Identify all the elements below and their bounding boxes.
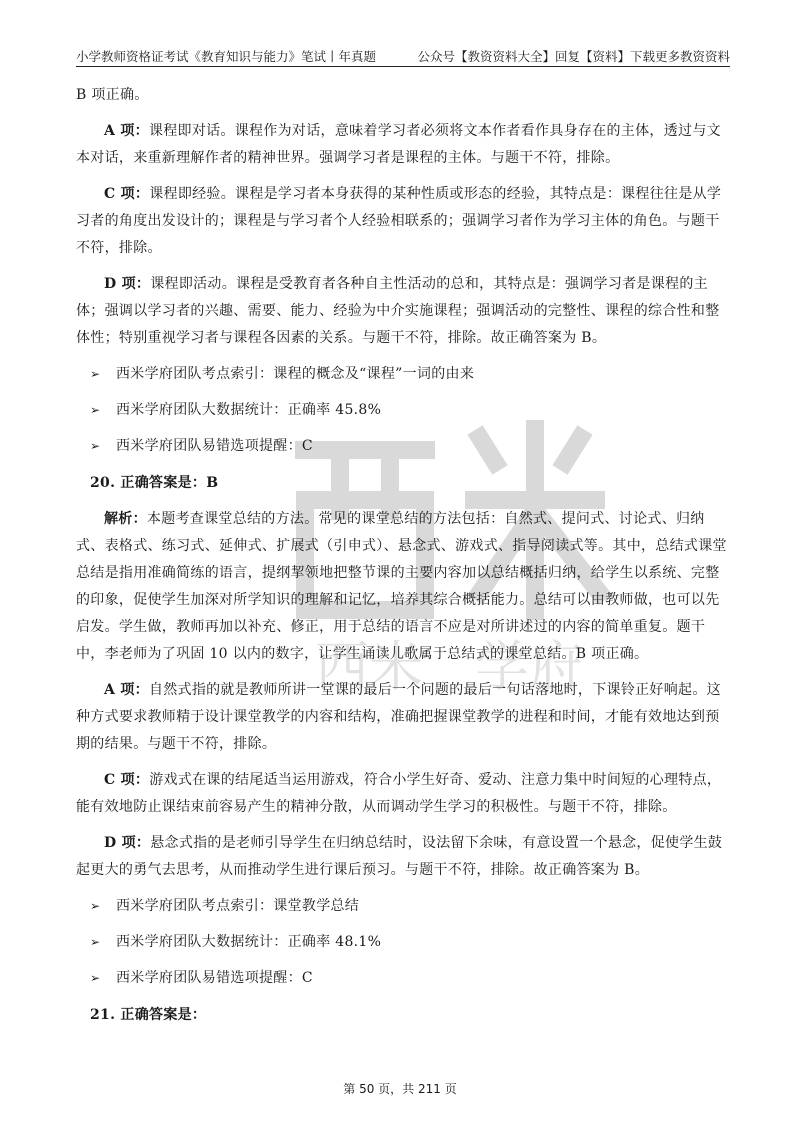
bullet-text: 西米学府团队易错选项提醒：C (116, 970, 313, 986)
header-title: 小学教师资格证考试《教育知识与能力》笔试丨年真题 (76, 49, 377, 64)
watermark-text-1: 西米 (315, 635, 423, 698)
q20-option-d (76, 830, 730, 884)
analysis-label: 解析： (104, 511, 147, 527)
arrowhead-bullet-icon: ➢ (90, 439, 101, 453)
bullet-text: 西米学府团队易错选项提醒：C (116, 438, 313, 454)
q19-option-a (76, 118, 730, 172)
analysis-text: 本题考查课堂总结的方法。常见的课堂总结的方法包括：自然式、提问式、讨论式、归纳式、表格式、练习式、延伸式、扩展式（引申式）、悬念式、游戏式、指导阅读式等。其中，总结式课堂总结是指用准确简练的语言，提纲挈领地把整节课的主要内容加以总结概括归纳，给学生以系统、完整的印象，促使学生加深对所学知识的理解和记忆，培养其综合概括能力。总结可以由教师做，也可以先启发。学生做，教师再加以补充、修正，用于总结的语言不应是对所讲述过的内容的简单重复。题干中，李老师为了巩固 10 以内的数字，让学生诵读儿歌属于总结式的课堂总结。B 项正确。 (76, 511, 727, 662)
q21-heading: 21. 正确答案是： (90, 1007, 207, 1023)
bullet-text: 西米学府团队考点索引：课堂教学总结 (116, 898, 360, 914)
arrowhead-bullet-icon: ➢ (90, 899, 101, 913)
q20-bullet-stats (90, 929, 730, 956)
arrowhead-bullet-icon: ➢ (90, 367, 101, 381)
q19-option-d (76, 271, 730, 352)
option-text: 自然式指的就是教师所讲一堂课的最后一个问题的最后一句话落地时，下课铃正好响起。这种方式要求教师精于设计课堂教学的内容和结构，准确把握课堂教学的进程和时间，才能有效地达到预期的结果。与题干不符，排除。 (76, 682, 721, 752)
q19-bullet-index (90, 361, 730, 388)
option-text: 课程即活动。课程是受教育者各种自主性活动的总和，其特点是：强调学习者是课程的主体；强调以学习者的兴趣、需要、能力、经验为中介实施课程；强调活动的完整性、课程的综合性和整体性；特别重视学习者与课程各因素的关系。与题干不符，排除。故正确答案为 B。 (76, 276, 720, 346)
watermark-text-2: 学府 (475, 635, 583, 698)
arrowhead-bullet-icon: ➢ (90, 971, 101, 985)
q20-option-a (76, 677, 730, 758)
q20-heading: 20. 正确答案是：B (90, 475, 219, 491)
q19-bullet-stats (90, 397, 730, 424)
page-header (76, 44, 730, 67)
header-promo: 公众号【教资资料大全】回复【资料】下载更多教资资料 (417, 49, 730, 64)
option-text: 课程即经验。课程是学习者本身获得的某种性质或形态的经验，其特点是：课程往往是从学习者的角度出发设计的；课程是与学习者个人经验相联系的；强调学习者作为学习主体的角色。与题干不符，排除。 (76, 186, 722, 256)
page-content (76, 82, 730, 1038)
option-label: A 项： (104, 682, 149, 698)
q20-bullet-tip (90, 965, 730, 992)
option-label: A 项： (104, 123, 149, 139)
page-number: 第 50 页，共 211 页 (343, 1082, 457, 1096)
arrowhead-bullet-icon: ➢ (90, 403, 101, 417)
option-text: 课程即对话。课程作为对话，意味着学习者必须将文本作者看作具身存在的主体，透过与文本对话，来重新理解作者的精神世界。强调学习者是课程的主体。与题干不符，排除。 (76, 123, 721, 166)
option-text: 悬念式指的是老师引导学生在归纳总结时，设法留下余味，有意设置一个悬念，促使学生鼓起更大的勇气去思考，从而推动学生进行课后预习。与题干不符，排除。故正确答案为 B。 (76, 835, 723, 878)
arrowhead-bullet-icon: ➢ (90, 935, 101, 949)
q20-option-c (76, 767, 730, 821)
option-label: C 项： (104, 186, 150, 202)
bullet-text: 西米学府团队考点索引：课程的概念及“课程”一词的由来 (116, 366, 475, 382)
bullet-text: 西米学府团队大数据统计：正确率 48.1% (116, 934, 382, 950)
q19-bullet-tip (90, 433, 730, 460)
option-text: 游戏式在课的结尾适当运用游戏，符合小学生好奇、爱动、注意力集中时间短的心理特点，能有效地防止课结束前容易产生的精神分散，从而调动学生学习的积极性。与题干不符，排除。 (76, 772, 722, 815)
option-label: D 项： (104, 276, 151, 292)
q20-analysis (76, 506, 730, 668)
intro-line: B 项正确。 (76, 87, 149, 103)
bullet-text: 西米学府团队大数据统计：正确率 45.8% (116, 402, 382, 418)
q19-option-c (76, 181, 730, 262)
q20-bullet-index (90, 893, 730, 920)
option-label: D 项： (104, 835, 151, 851)
option-label: C 项： (104, 772, 150, 788)
